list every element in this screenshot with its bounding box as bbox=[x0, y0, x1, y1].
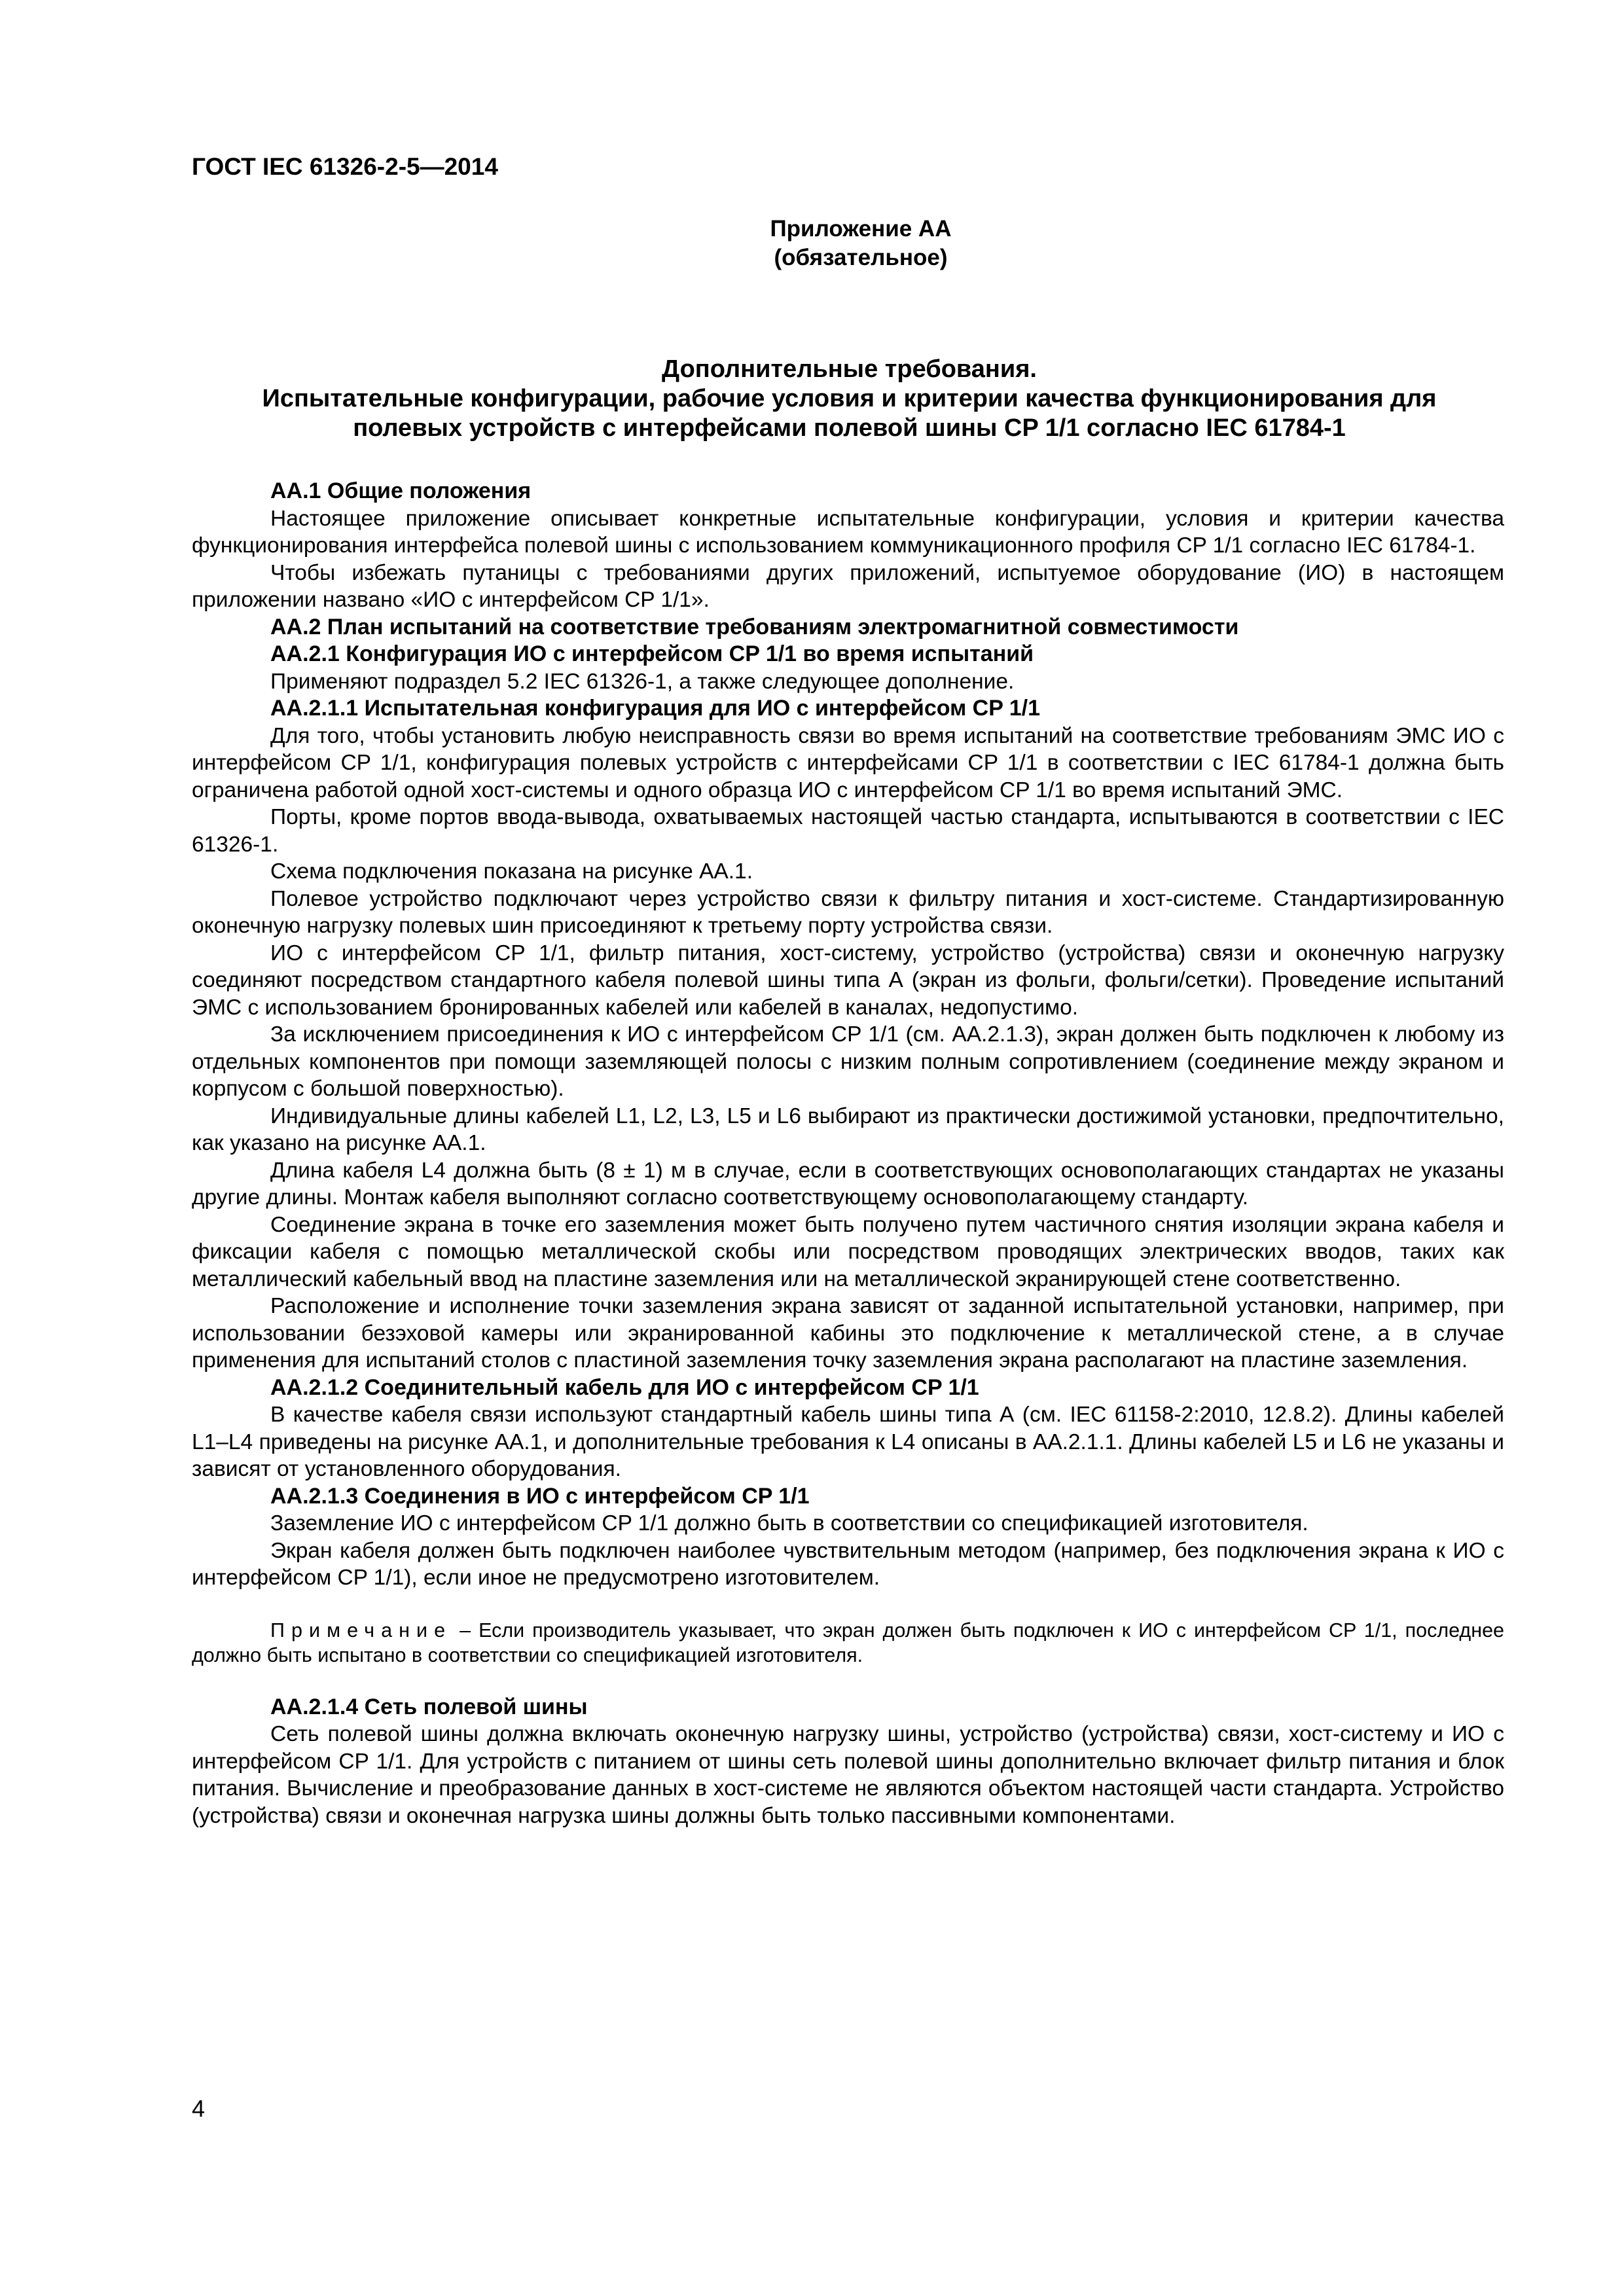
paragraph: Заземление ИО с интерфейсом CP 1/1 должно быть в соответствии со спецификацией изготовителя. bbox=[270, 1511, 1308, 1535]
paragraph: Экран кабеля должен быть подключен наиболее чувствительным методом (например, без подключения экрана к ИО с интерфейсом CP 1/1), если иное не предусмотрено изготовителем. bbox=[192, 1538, 1504, 1590]
paragraph: Длина кабеля L4 должна быть (8 ± 1) м в случае, если в соответствующих основополагающих стандартах не указаны другие длины. Монтаж кабеля выполняют согласно соответствующему основополагающему стандарту. bbox=[192, 1158, 1504, 1210]
document-header: ГОСТ IEC 61326-2-5—2014 bbox=[192, 153, 498, 180]
page-number: 4 bbox=[192, 2095, 206, 2122]
paragraph: Порты, кроме портов ввода-вывода, охватываемых настоящей частью стандарта, испытываются в соответствии с IEC 61326-1. bbox=[192, 805, 1504, 857]
section-heading-aa212: АА.2.1.2 Соединительный кабель для ИО с интерфейсом CP 1/1 bbox=[270, 1374, 979, 1400]
paragraph: За исключением присоединения к ИО с интерфейсом CP 1/1 (см. АА.2.1.3), экран должен быть подключен к любому из отдельных компонентов при помощи заземляющей полосы с низким полным сопротивлением (соединение между экраном и корпусом с большой поверхностью). bbox=[192, 1022, 1504, 1101]
paragraph: Настоящее приложение описывает конкретные испытательные конфигурации, условия и критерии качества функционирования интерфейса полевой шины с использованием коммуникационного профиля CP 1/1 согласно IEC 61784-1. bbox=[192, 506, 1504, 558]
paragraph: Индивидуальные длины кабелей L1, L2, L3, L5 и L6 выбирают из практически достижимой установки, предпочтительно, как указано на рисунке АА.1. bbox=[192, 1103, 1504, 1155]
section-heading-aa211: АА.2.1.1 Испытательная конфигурация для ИО с интерфейсом CP 1/1 bbox=[270, 696, 1040, 721]
section-heading-aa21: АА.2.1 Конфигурация ИО с интерфейсом CP 1/1 во время испытаний bbox=[270, 641, 1034, 666]
paragraph: Чтобы избежать путаницы с требованиями других приложений, испытуемое оборудование (ИО) в настоящем приложении названо «ИО с интерфейсом CP 1/1». bbox=[192, 560, 1504, 612]
note bbox=[192, 1618, 1504, 1668]
document-body bbox=[192, 478, 1504, 1829]
annex-status: (обязательное) bbox=[774, 245, 948, 270]
annex-heading-line2: Испытательные конфигурации, рабочие условия и критерии качества функционирования для bbox=[262, 385, 1437, 412]
annex-heading-line3: полевых устройств с интерфейсами полевой шины CP 1/1 согласно IEC 61784-1 bbox=[353, 414, 1346, 442]
section-heading-aa214: АА.2.1.4 Сеть полевой шины bbox=[270, 1694, 588, 1719]
note-text: – Если производитель указывает, что экран должен быть подключен к ИО с интерфейсом CP 1/1, последнее должно быть испытано в соответствии со спецификацией изготовителя. bbox=[192, 1619, 1504, 1666]
annex-heading-line1: Дополнительные требования. bbox=[662, 355, 1037, 383]
section-heading-aa1: АА.1 Общие положения bbox=[270, 478, 532, 503]
paragraph: Для того, чтобы установить любую неисправность связи во время испытаний на соответствие требованиям ЭМС ИО с интерфейсом CP 1/1, конфигурация полевых устройств с интерфейсами CP 1/1 в соответствии с IEC 61784-1 должна быть ограничена работой одной хост-системы и одного образца ИО с интерфейсом CP 1/1 во время испытаний ЭМС. bbox=[192, 723, 1504, 802]
paragraph: Применяют подраздел 5.2 IEC 61326-1, а также следующее дополнение. bbox=[270, 669, 1015, 694]
paragraph: Сеть полевой шины должна включать оконечную нагрузку шины, устройство (устройства) связи, хост-систему и ИО с интерфейсом CP 1/1. Для устройств с питанием от шины сеть полевой шины дополнительно включает фильтр питания и блок питания. Вычисление и преобразование данных в хост-системе не являются объектом настоящей части стандарта. Устройство (устройства) связи и оконечная нагрузка шины должны быть только пассивными компонентами. bbox=[192, 1722, 1504, 1828]
paragraph: Схема подключения показана на рисунке АА.1. bbox=[270, 859, 753, 884]
paragraph: Соединение экрана в точке его заземления может быть получено путем частичного снятия изоляции экрана кабеля и фиксации кабеля с помощью металлической скобы или посредством проводящих электрических вводов, таких как металлический кабельный ввод на пластине заземления или на металлической экранирующей стене соответственно. bbox=[192, 1212, 1504, 1291]
note-label: Примечание bbox=[270, 1619, 452, 1641]
annex-label bbox=[655, 215, 1067, 272]
section-heading-aa213: АА.2.1.3 Соединения в ИО с интерфейсом CP 1/1 bbox=[270, 1483, 810, 1509]
paragraph: ИО с интерфейсом CP 1/1, фильтр питания, хост-систему, устройство (устройства) связи и оконечную нагрузку соединяют посредством стандартного кабеля полевой шины типа А (экран из фольги, фольги/сетки). Проведение испытаний ЭМС с использованием бронированных кабелей или кабелей в каналах, недопустимо. bbox=[192, 941, 1504, 1020]
section-heading-aa2: АА.2 План испытаний на соответствие требованиям электромагнитной совместимости bbox=[270, 614, 1239, 639]
paragraph: Полевое устройство подключают через устройство связи к фильтру питания и хост-системе. Стандартизированную оконечную нагрузку полевых шин присоединяют к третьему порту устройства связи. bbox=[192, 886, 1504, 938]
paragraph: Расположение и исполнение точки заземления экрана зависят от заданной испытательной установки, например, при использовании безэховой камеры или экранированной кабины это подключение к металлической стене, а в случае применения для испытаний столов с пластиной заземления точку заземления экрана располагают на пластине заземления. bbox=[192, 1294, 1504, 1372]
paragraph: В качестве кабеля связи используют стандартный кабель шины типа А (см. IEC 61158-2:2010, 12.8.2). Длины кабелей L1–L4 приведены на рисунке АА.1, и дополнительные требования к L4 описаны в АА.2.1.1. Длины кабелей L5 и L6 не указаны и зависят от установленного оборудования. bbox=[192, 1403, 1504, 1481]
annex-title: Приложение АА bbox=[770, 216, 952, 242]
annex-heading bbox=[196, 355, 1502, 443]
